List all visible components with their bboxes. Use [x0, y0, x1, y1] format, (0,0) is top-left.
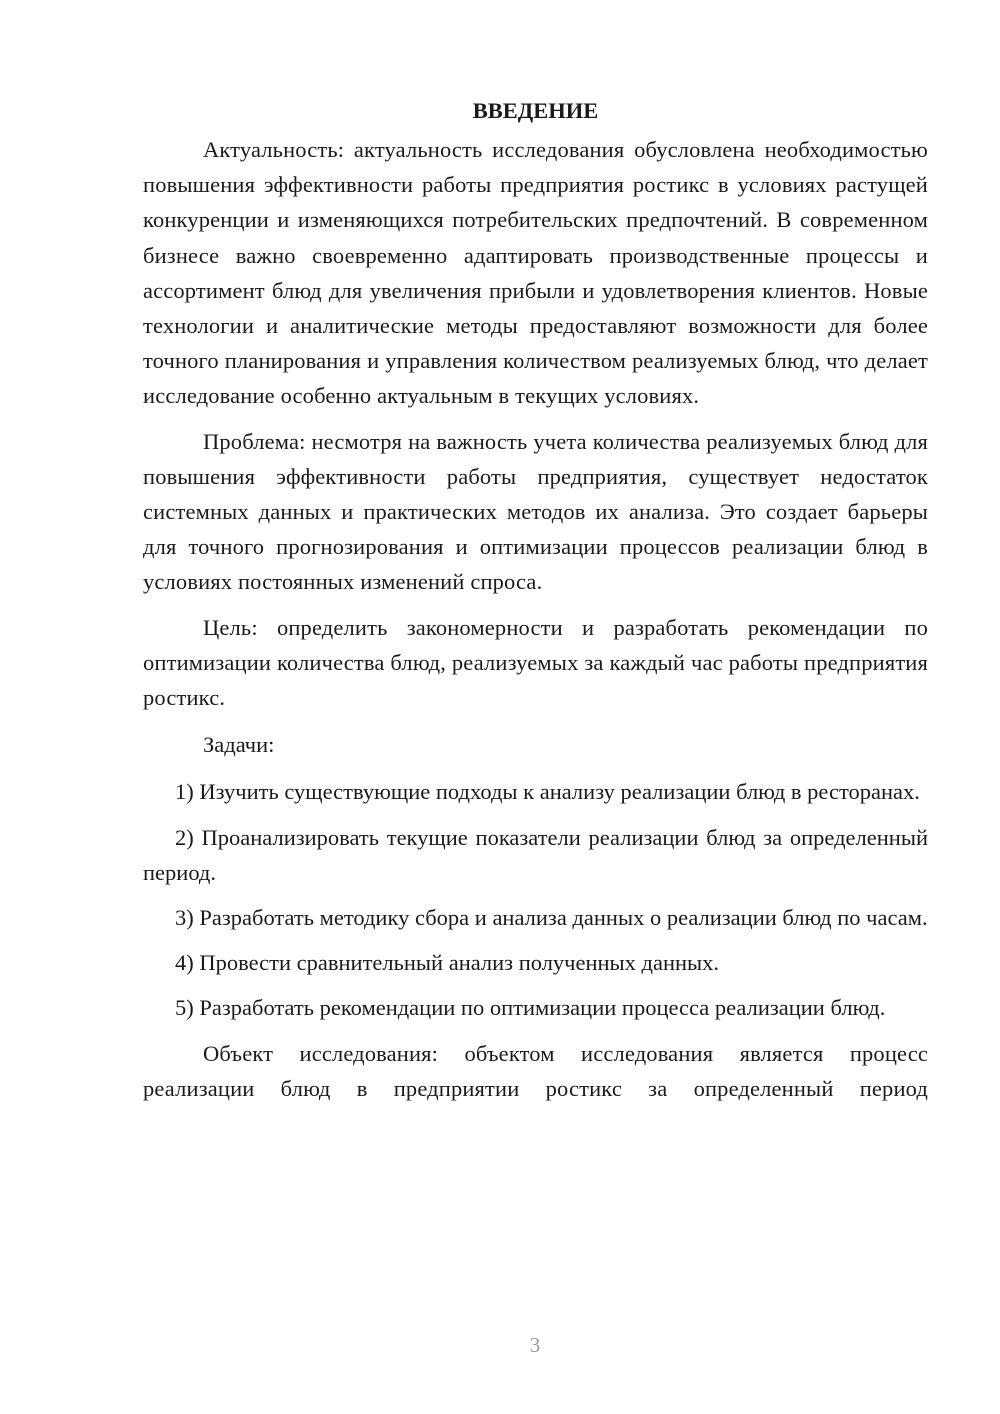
paragraph-object: Объект исследования: объектом исследования является процесс реализации блюд в предприятии ростикс за определенный период [143, 1040, 928, 1101]
task-item-3: 3) Разработать методику сбора и анализа данных о реализации блюд по часам. [175, 905, 928, 931]
task-item-1: 1) Изучить существующие подходы к анализу реализации блюд в ресторанах. [175, 779, 920, 805]
page-title: ВВЕДЕНИЕ [472, 98, 599, 123]
paragraph-problem: Проблема: несмотря на важность учета количества реализуемых блюд для повышения эффективности работы предприятия, существует недостаток системных данных и практических методов их анализа. Это создает барьеры для точного прогнозирования и оптимизации процессов реализации блюд в условиях постоянных изменений спроса. [143, 428, 928, 595]
tasks-label: Задачи: [203, 732, 275, 758]
paragraph-relevance: Актуальность: актуальность исследования обусловлена необходимостью повышения эффективности работы предприятия ростикс в условиях растущей конкуренции и изменяющихся потребительских предпочтений. В современном бизнесе важно своевременно адаптировать производственные процессы и ассортимент блюд для увеличения прибыли и удовлетворения клиентов. Новые технологии и аналитические методы предоставляют возможности для более точного планирования и управления количеством реализуемых блюд, что делает исследование особенно актуальным в текущих условиях. [143, 137, 928, 409]
page-number: 3 [529, 1333, 541, 1357]
task-item-2: 2) Проанализировать текущие показатели реализации блюд за определенный период. [143, 824, 928, 885]
paragraph-goal: Цель: определить закономерности и разработать рекомендации по оптимизации количества блюд, реализуемых за каждый час работы предприятия ростикс. [143, 614, 928, 711]
task-item-4: 4) Провести сравнительный анализ полученных данных. [175, 950, 720, 976]
document-page [143, 96, 928, 1116]
task-item-5: 5) Разработать рекомендации по оптимизации процесса реализации блюд. [175, 995, 886, 1021]
